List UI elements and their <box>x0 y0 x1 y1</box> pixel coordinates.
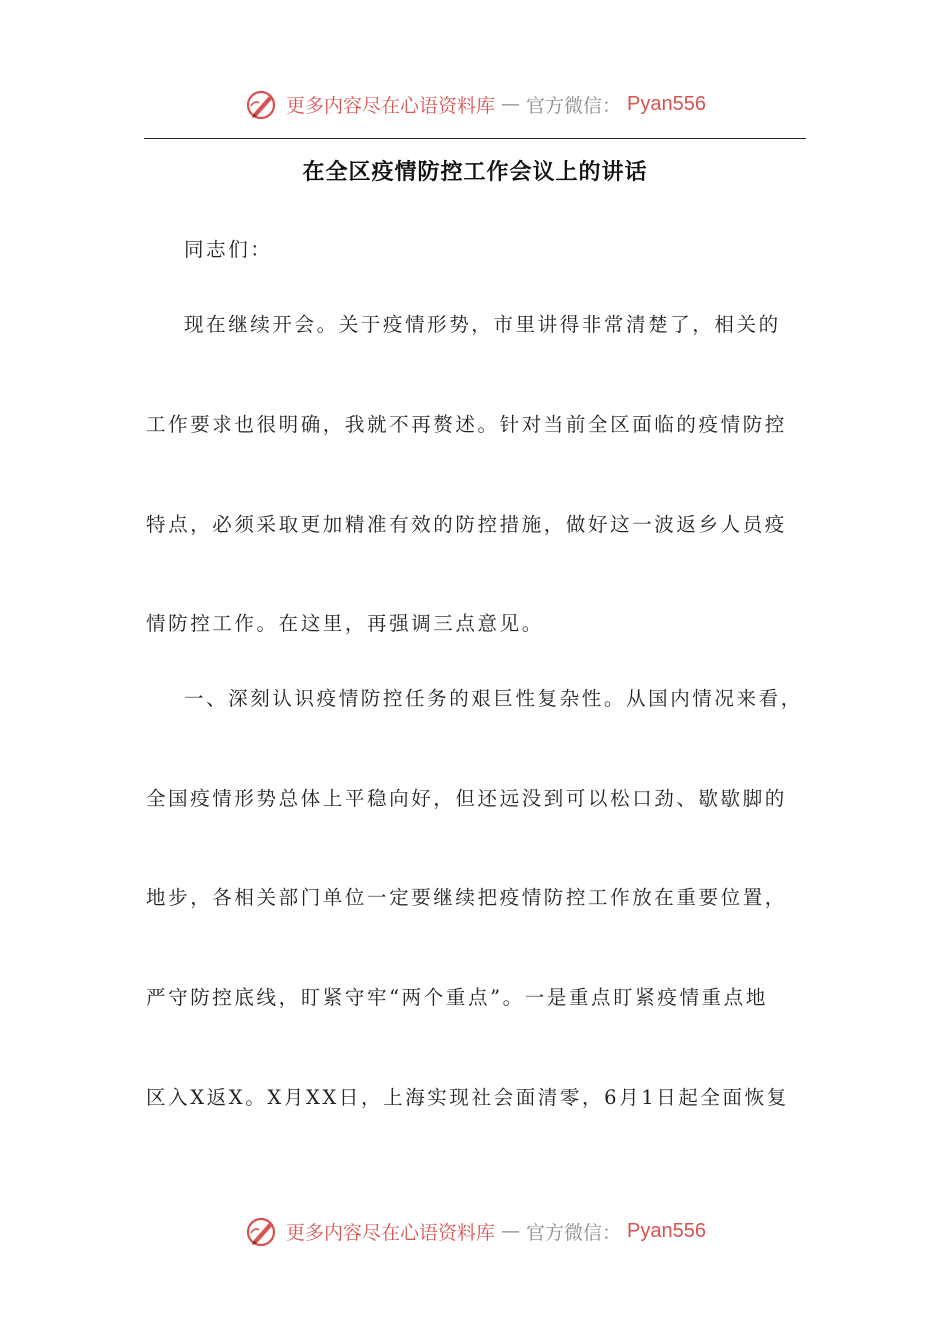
header-divider <box>144 138 806 139</box>
paragraph-line: 现在继续开会。关于疫情形势，市里讲得非常清楚了，相关的 <box>184 313 781 336</box>
paragraph-line: 全国疫情形势总体上平稳向好，但还远没到可以松口劲、歇歇脚的 <box>146 787 787 810</box>
footer-banner <box>0 1211 950 1251</box>
paragraph-line: 严守防控底线，盯紧守牢“两个重点”。一是重点盯紧疫情重点地 <box>146 986 768 1009</box>
banner-dash: — <box>501 93 521 115</box>
paragraph-line: 工作要求也很明确，我就不再赘述。针对当前全区面临的疫情防控 <box>146 413 787 436</box>
pen-logo-icon <box>244 86 280 122</box>
paragraph-line: 一、深刻认识疫情防控任务的艰巨性复杂性。从国内情况来看， <box>184 687 803 710</box>
paragraph-line: 情防控工作。在这里，再强调三点意见。 <box>146 612 544 635</box>
banner-slogan: 更多内容尽在心语资料库 <box>286 1221 496 1244</box>
paragraph-line: 特点，必须采取更加精准有效的防控措施，做好这一波返乡人员疫 <box>146 513 787 536</box>
salutation: 同志们： <box>184 238 273 261</box>
pen-logo-icon <box>244 1213 280 1249</box>
header-banner <box>0 84 950 124</box>
banner-wechat-label: 官方微信： <box>526 1221 622 1244</box>
banner-wechat-id: Pyan556 <box>627 92 706 115</box>
paragraph-line: 地步，各相关部门单位一定要继续把疫情防控工作放在重要位置， <box>146 886 787 909</box>
banner-wechat-id: Pyan556 <box>627 1219 706 1242</box>
banner-wechat-label: 官方微信： <box>526 94 622 117</box>
banner-slogan: 更多内容尽在心语资料库 <box>286 94 496 117</box>
banner-dash: — <box>501 1220 521 1242</box>
document-title: 在全区疫情防控工作会议上的讲话 <box>302 160 648 185</box>
paragraph-line: 区入X返X。X月XX日，上海实现社会面清零，6月1日起全面恢复 <box>146 1086 789 1109</box>
